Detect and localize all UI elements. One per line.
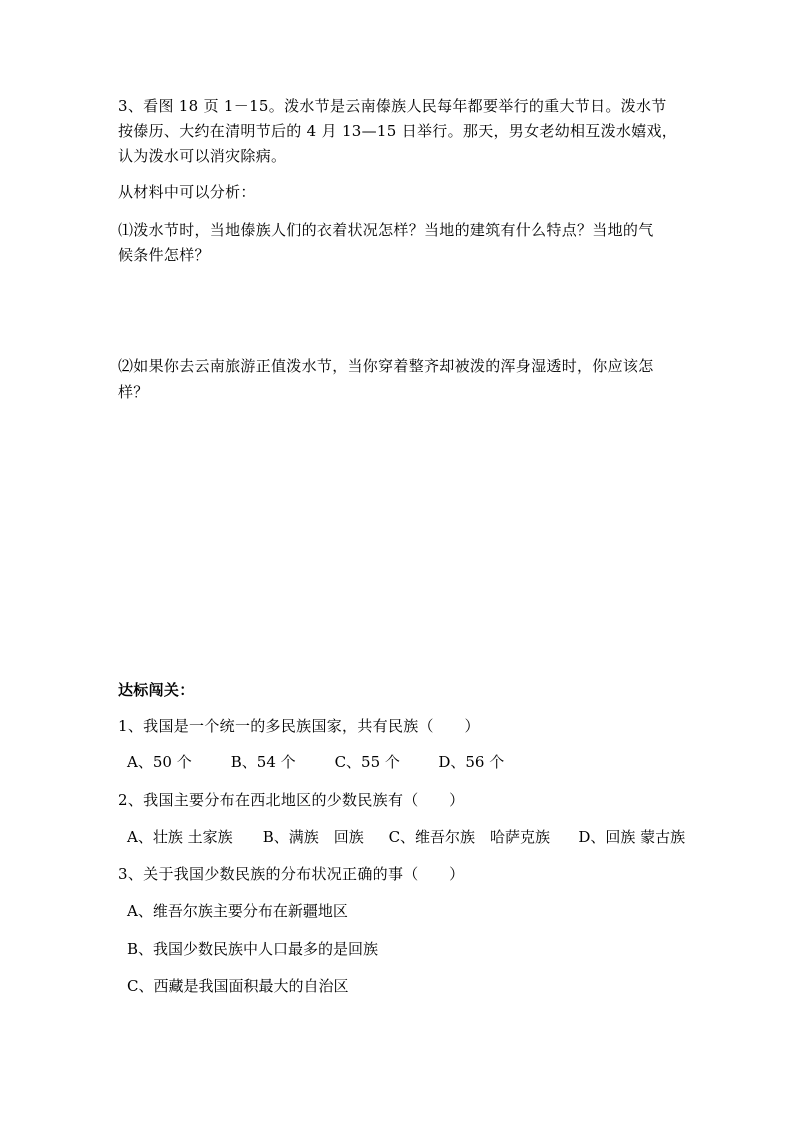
option-b: B、54 个 [230,753,296,771]
quiz-question-3-option-b: B、我国少数民族中人口最多的是回族 [127,940,379,958]
option-c: C、维吾尔族 哈萨克族 [388,828,551,846]
option-d: D、回族 蒙古族 [578,828,686,846]
option-a: A、壮族 土家族 [127,828,233,846]
option-c: C、55 个 [334,753,400,771]
option-b: B、满族 回族 [262,828,364,846]
question-3-line-3: 认为泼水可以消灾除病。 [118,147,287,165]
sub-question-2-line-2: 样？ [118,383,149,401]
quiz-question-1: 1、我国是一个统一的多民族国家，共有民族（ ） [118,717,480,735]
question-3-line-2: 按傣历、大约在清明节后的 4 月 13—15 日举行。那天，男女老幼相互泼水嬉戏， [118,122,678,140]
option-a: A、50 个 [127,753,192,771]
quiz-question-3-option-c: C、西藏是我国面积最大的自治区 [127,977,349,995]
sub-question-1-line-2: 候条件怎样？ [118,246,210,264]
quiz-question-2-options [127,827,685,847]
question-3-line-1: 3、看图 18 页 1－15。泼水节是云南傣族人民每年都要举行的重大节日。泼水节 [118,97,667,115]
analysis-prompt: 从材料中可以分析： [118,183,256,201]
quiz-question-2: 2、我国主要分布在西北地区的少数民族有（ ） [118,791,465,809]
quiz-question-3: 3、关于我国少数民族的分布状况正确的事（ ） [118,865,465,883]
quiz-question-1-options [127,752,504,772]
option-d: D、56 个 [438,753,505,771]
quiz-question-3-option-a: A、维吾尔族主要分布在新疆地区 [127,902,348,920]
section-heading: 达标闯关： [118,681,195,699]
sub-question-1-line-1: ⑴泼水节时，当地傣族人们的衣着状况怎样？当地的建筑有什么特点？当地的气 [118,221,654,239]
sub-question-2-line-1: ⑵如果你去云南旅游正值泼水节，当你穿着整齐却被泼的浑身湿透时，你应该怎 [118,357,654,375]
